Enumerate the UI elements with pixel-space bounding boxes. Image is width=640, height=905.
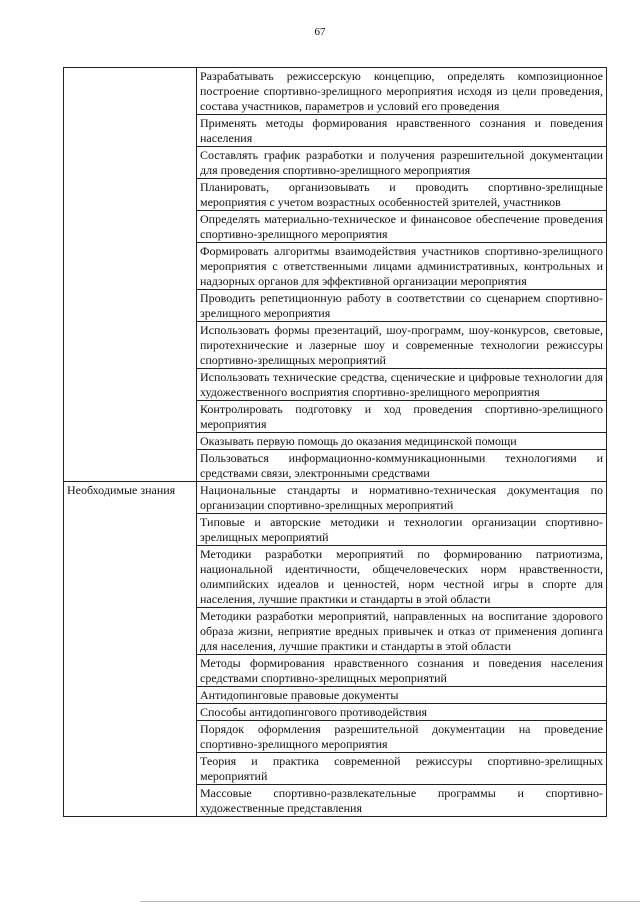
requirement-item: Составлять график разработки и получения разрешительной документации для проведения спортивно-зрелищного мероприятия <box>197 147 607 179</box>
requirement-item: Оказывать первую помощь до оказания медицинской помощи <box>197 433 607 450</box>
requirement-item: Контролировать подготовку и ход проведения спортивно-зрелищного мероприятия <box>197 401 607 433</box>
requirement-item: Планировать, организовывать и проводить спортивно-зрелищные мероприятия с учетом возрастных особенностей зрителей, участников <box>197 179 607 211</box>
requirement-item: Национальные стандарты и нормативно-техническая документация по организации спортивно-зрелищных мероприятий <box>197 482 607 514</box>
requirement-item: Теория и практика современной режиссуры спортивно-зрелищных мероприятий <box>197 753 607 785</box>
requirement-item: Типовые и авторские методики и технологии организации спортивно-зрелищных мероприятий <box>197 514 607 546</box>
table-row <box>64 482 607 514</box>
requirement-item: Определять материально-техническое и финансовое обеспечение проведения спортивно-зрелищного мероприятия <box>197 211 607 243</box>
requirement-item: Порядок оформления разрешительной документации на проведение спортивно-зрелищного мероприятия <box>197 721 607 753</box>
requirement-item: Способы антидопингового противодействия <box>197 704 607 721</box>
requirement-item: Массовые спортивно-развлекательные программы и спортивно-художественные представления <box>197 785 607 817</box>
section-label: Необходимые знания <box>64 482 197 817</box>
requirement-item: Формировать алгоритмы взаимодействия участников спортивно-зрелищного мероприятия с ответственными лицами административных, контрольных и надзорных органов для эффективной организации мероприятия <box>197 243 607 290</box>
requirement-item: Использовать технические средства, сценические и цифровые технологии для художественного восприятия спортивно-зрелищного мероприятия <box>197 369 607 401</box>
requirement-item: Антидопинговые правовые документы <box>197 687 607 704</box>
requirement-item: Методики разработки мероприятий, направленных на воспитание здорового образа жизни, неприятие вредных привычек и отказ от применения допинга для населения, лучшие практики и стандарты в этой области <box>197 608 607 655</box>
page-number: 67 <box>314 26 326 38</box>
requirement-item: Методы формирования нравственного сознания и поведения населения средствами спортивно-зрелищных мероприятий <box>197 655 607 687</box>
requirement-item: Применять методы формирования нравственного сознания и поведения населения <box>197 115 607 147</box>
section-label <box>64 68 197 482</box>
requirements-table-body <box>64 68 607 817</box>
requirement-item: Методики разработки мероприятий по формированию патриотизма, национальной идентичности, общечеловеческих норм нравственности, олимпийских идеалов и ценностей, норм честной игры в спорте для населения, лучшие практики и стандарты в этой области <box>197 546 607 608</box>
requirements-table <box>63 67 607 817</box>
requirement-item: Использовать формы презентаций, шоу-программ, шоу-конкурсов, световые, пиротехнические и лазерные шоу и современные технологии режиссуры спортивно-зрелищных мероприятий <box>197 322 607 369</box>
requirement-item: Разрабатывать режиссерскую концепцию, определять композиционное построение спортивно-зрелищного мероприятия исходя из цели проведения, состава участников, параметров и условий его проведения <box>197 68 607 115</box>
scan-edge-line <box>140 901 640 902</box>
requirement-item: Проводить репетиционную работу в соответствии со сценарием спортивно-зрелищного мероприятия <box>197 290 607 322</box>
table-row <box>64 68 607 115</box>
requirement-item: Пользоваться информационно-коммуникационными технологиями и средствами связи, электронными средствами <box>197 450 607 482</box>
